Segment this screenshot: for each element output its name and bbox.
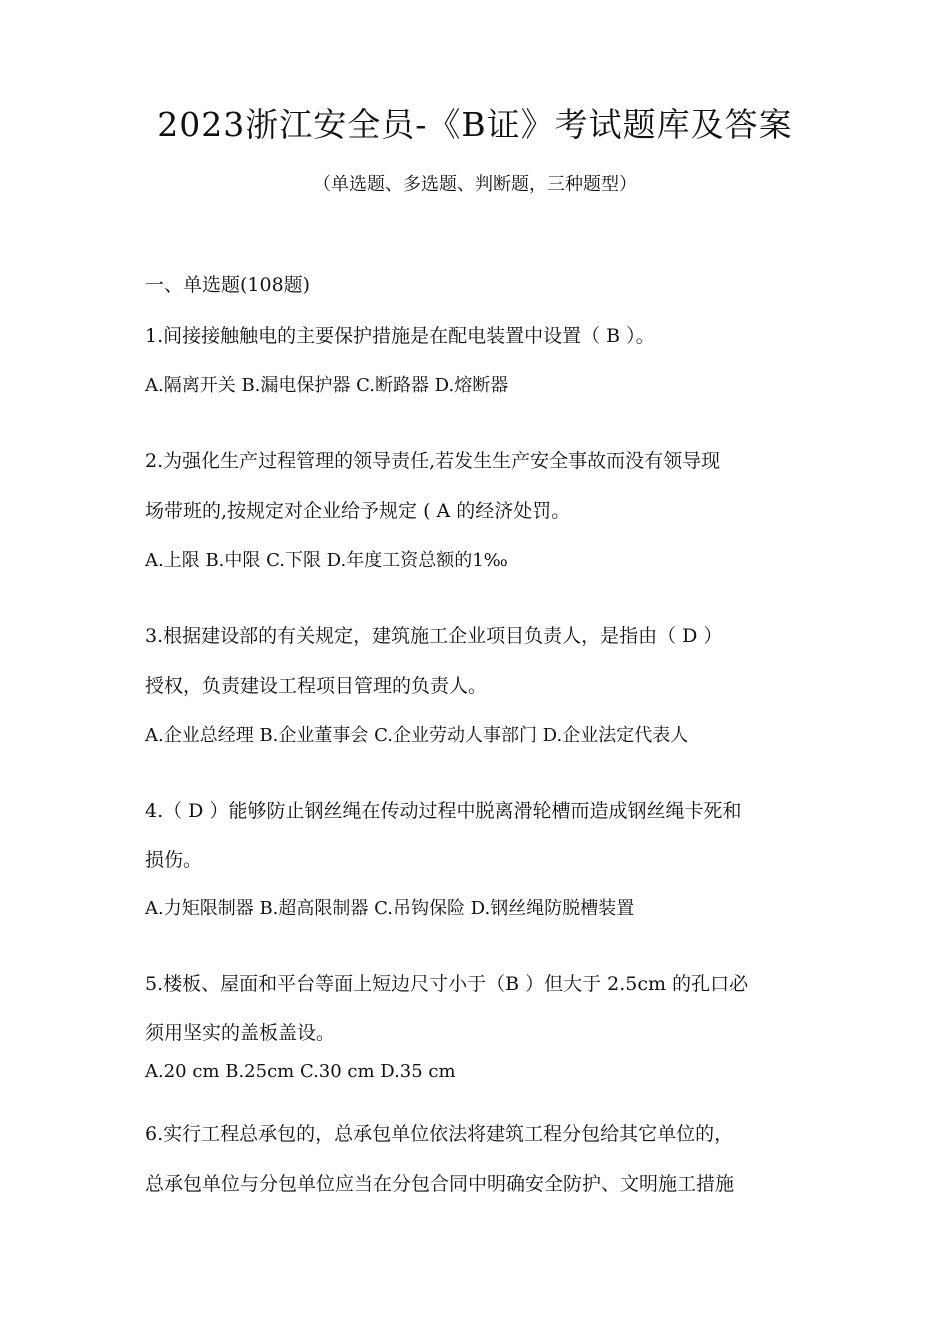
question-2-line-2: 场带班的,按规定对企业给予规定 ( A 的经济处罚。	[145, 500, 571, 522]
document-subtitle: （单选题、多选题、判断题，三种题型）	[313, 174, 637, 195]
question-5-line-2: 须用坚实的盖板盖设。	[145, 1022, 336, 1044]
question-4-line-1: 4.（ D ）能够防止钢丝绳在传动过程中脱离滑轮槽而造成钢丝绳卡死和	[145, 800, 742, 822]
document-title: 2023浙江安全员-《B证》考试题库及答案	[157, 105, 793, 144]
question-2-line-1: 2.为强化生产过程管理的领导责任,若发生生产安全事故而没有领导现	[145, 450, 721, 472]
question-3-line-2: 授权，负责建设工程项目管理的负责人。	[145, 675, 488, 697]
question-4-options: A.力矩限制器 B.超高限制器 C.吊钩保险 D.钢丝绳防脱槽装置	[145, 898, 635, 919]
question-3-options: A.企业总经理 B.企业董事会 C.企业劳动人事部门 D.企业法定代表人	[145, 725, 689, 746]
question-5-line-1: 5.楼板、屋面和平台等面上短边尺寸小于（B ）但大于 2.5cm 的孔口必	[145, 973, 749, 995]
question-4-line-2: 损伤。	[145, 849, 203, 871]
question-2-options: A.上限 B.中限 C.下限 D.年度工资总额的1‰	[145, 550, 508, 571]
question-3-line-1: 3.根据建设部的有关规定，建筑施工企业项目负责人，是指由（ D ）	[145, 625, 723, 647]
question-5-options: A.20 cm B.25cm C.30 cm D.35 cm	[145, 1061, 456, 1082]
question-6-line-2: 总承包单位与分包单位应当在分包合同中明确安全防护、文明施工措施	[145, 1173, 735, 1195]
section-heading: 一、单选题(108题)	[145, 274, 311, 296]
question-1-line-1: 1.间接接触触电的主要保护措施是在配电装置中设置（ B ）。	[145, 325, 655, 347]
question-1-options: A.隔离开关 B.漏电保护器 C.断路器 D.熔断器	[145, 375, 509, 396]
question-6-line-1: 6.实行工程总承包的，总承包单位依法将建筑工程分包给其它单位的，	[145, 1123, 734, 1145]
